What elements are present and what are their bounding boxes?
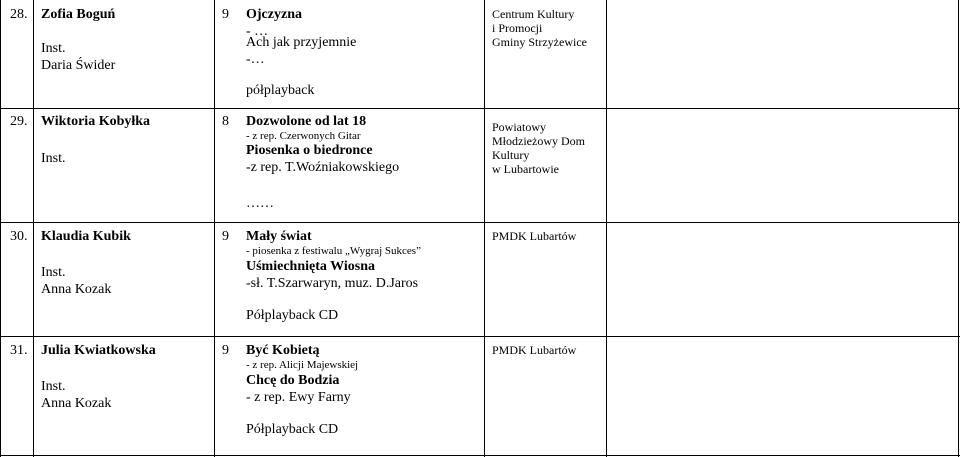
song-note: - z rep. Ewy Farny (246, 390, 351, 405)
participant-name: Klaudia Kubik (41, 229, 131, 244)
organization-line: Centrum Kultury (492, 7, 575, 21)
organization-line: Młodzieżowy Dom (492, 134, 585, 148)
category-number: 9 (222, 343, 229, 358)
row-number: 28. (10, 7, 28, 22)
row-border (0, 336, 960, 337)
participant-name: Wiktoria Kobyłka (41, 114, 151, 129)
column-border (606, 0, 607, 457)
song-title: Być Kobietą (246, 343, 320, 358)
institution-label: Inst. (41, 151, 66, 166)
category-number: 9 (222, 229, 229, 244)
row-number: 31. (10, 343, 28, 358)
song-title: Mały świat (246, 229, 312, 244)
institution-label: Inst. (41, 41, 66, 56)
category-number: 9 (222, 7, 229, 22)
participant-name: Zofia Boguń (41, 7, 116, 22)
organization-line: PMDK Lubartów (492, 343, 577, 357)
accompaniment: …… (246, 196, 274, 211)
song-title: Ach jak przyjemnie (246, 35, 357, 50)
institution-label: Inst. (41, 265, 66, 280)
teacher-name: Daria Świder (41, 58, 116, 73)
participant-name: Julia Kwiatkowska (41, 343, 156, 358)
column-border (214, 0, 215, 457)
teacher-name: Anna Kozak (41, 396, 112, 411)
accompaniment: półplayback (246, 83, 315, 98)
song-dash: - … (246, 24, 269, 39)
column-border (0, 0, 1, 457)
row-border (0, 108, 960, 109)
song-note: - z rep. Czerwonych Gitar (246, 130, 361, 142)
accompaniment: Półplayback CD (246, 422, 339, 437)
song-note: - piosenka z festiwalu „Wygraj Sukces” (246, 245, 421, 257)
column-border (33, 0, 34, 457)
song-note: - z rep. Alicji Majewskiej (246, 359, 359, 371)
row-number: 30. (10, 229, 28, 244)
row-border (0, 455, 960, 456)
song-title: Uśmiechnięta Wiosna (246, 259, 375, 274)
institution-label: Inst. (41, 379, 66, 394)
organization-line: Gminy Strzyżewice (492, 35, 587, 49)
song-title: Dozwolone od lat 18 (246, 114, 367, 129)
organization-line: i Promocji (492, 21, 543, 35)
category-number: 8 (222, 114, 229, 129)
row-number: 29. (10, 114, 28, 129)
row-border (0, 222, 960, 223)
song-note: -z rep. T.Woźniakowskiego (246, 160, 400, 175)
organization-line: w Lubartowie (492, 162, 559, 176)
organization-line: Powiatowy (492, 120, 546, 134)
organization-line: PMDK Lubartów (492, 229, 577, 243)
song-title: Chcę do Bodzia (246, 373, 340, 388)
song-title: Ojczyzna (246, 7, 302, 22)
organization-line: Kultury (492, 148, 530, 162)
column-border (484, 0, 485, 457)
song-dash: -… (246, 52, 265, 67)
column-border (958, 0, 959, 457)
song-title: Piosenka o biedronce (246, 143, 373, 158)
teacher-name: Anna Kozak (41, 282, 112, 297)
song-note: -sł. T.Szarwaryn, muz. D.Jaros (246, 276, 419, 291)
accompaniment: Półplayback CD (246, 308, 339, 323)
